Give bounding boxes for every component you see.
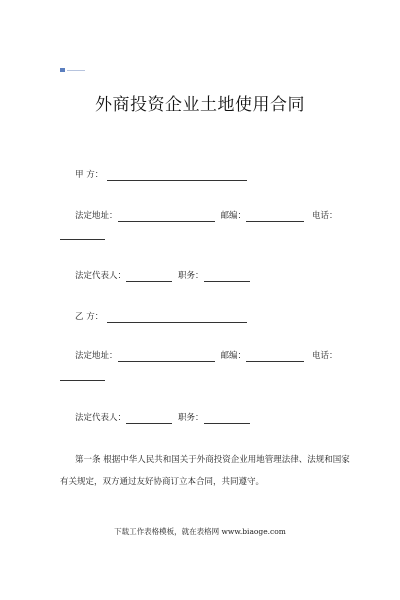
postcode-label: 邮编：: [220, 351, 247, 361]
phone-label: 电话：: [312, 211, 338, 221]
phone-label: 电话：: [312, 351, 338, 361]
party-a-rep-field[interactable]: [126, 272, 172, 282]
footer-text: 下载工作表格模板，就在表格网 www.biaoge.com: [114, 527, 286, 536]
party-a-field[interactable]: [107, 171, 247, 181]
party-b-postcode-field[interactable]: [246, 352, 304, 362]
party-a-position-field[interactable]: [204, 272, 250, 282]
legal-address-label: 法定地址：: [75, 351, 118, 361]
article-1-paragraph: 第一条 根据中华人民共和国关于外商投资企业用地管理法律、法规和国家有关规定，双方通过友好协商订立本合同，共同遵守。: [60, 455, 350, 487]
postcode-label: 邮编：: [220, 211, 247, 221]
party-b-position-field[interactable]: [204, 414, 250, 424]
legal-rep-label: 法定代表人：: [75, 271, 127, 281]
party-a-rep-row: [75, 271, 250, 282]
party-a-address-field[interactable]: [118, 212, 215, 222]
party-b-address-row: [75, 351, 338, 362]
logo-square: [60, 68, 65, 72]
legal-address-label: 法定地址：: [75, 211, 118, 221]
party-a-postcode-field[interactable]: [246, 212, 304, 222]
party-a-phone-continuation: [60, 230, 105, 240]
position-label: 职务：: [178, 413, 204, 423]
document-title: 外商投资企业土地使用合同: [95, 95, 305, 115]
party-b-row: [75, 312, 247, 323]
party-a-phone-field[interactable]: [60, 230, 105, 240]
party-b-phone-field[interactable]: [60, 371, 105, 381]
party-b-rep-field[interactable]: [126, 414, 172, 424]
party-b-address-field[interactable]: [118, 352, 215, 362]
party-a-address-row: [75, 211, 338, 222]
party-b-rep-row: [75, 413, 250, 424]
party-a-row: [75, 170, 247, 181]
party-a-label: 甲 方：: [75, 170, 104, 180]
party-b-field[interactable]: [107, 313, 247, 323]
party-b-phone-continuation: [60, 371, 105, 381]
party-b-label: 乙 方：: [75, 312, 104, 322]
legal-rep-label: 法定代表人：: [75, 413, 127, 423]
logo-line: [67, 70, 85, 71]
position-label: 职务：: [178, 271, 204, 281]
document-logo-icon: [60, 68, 86, 72]
